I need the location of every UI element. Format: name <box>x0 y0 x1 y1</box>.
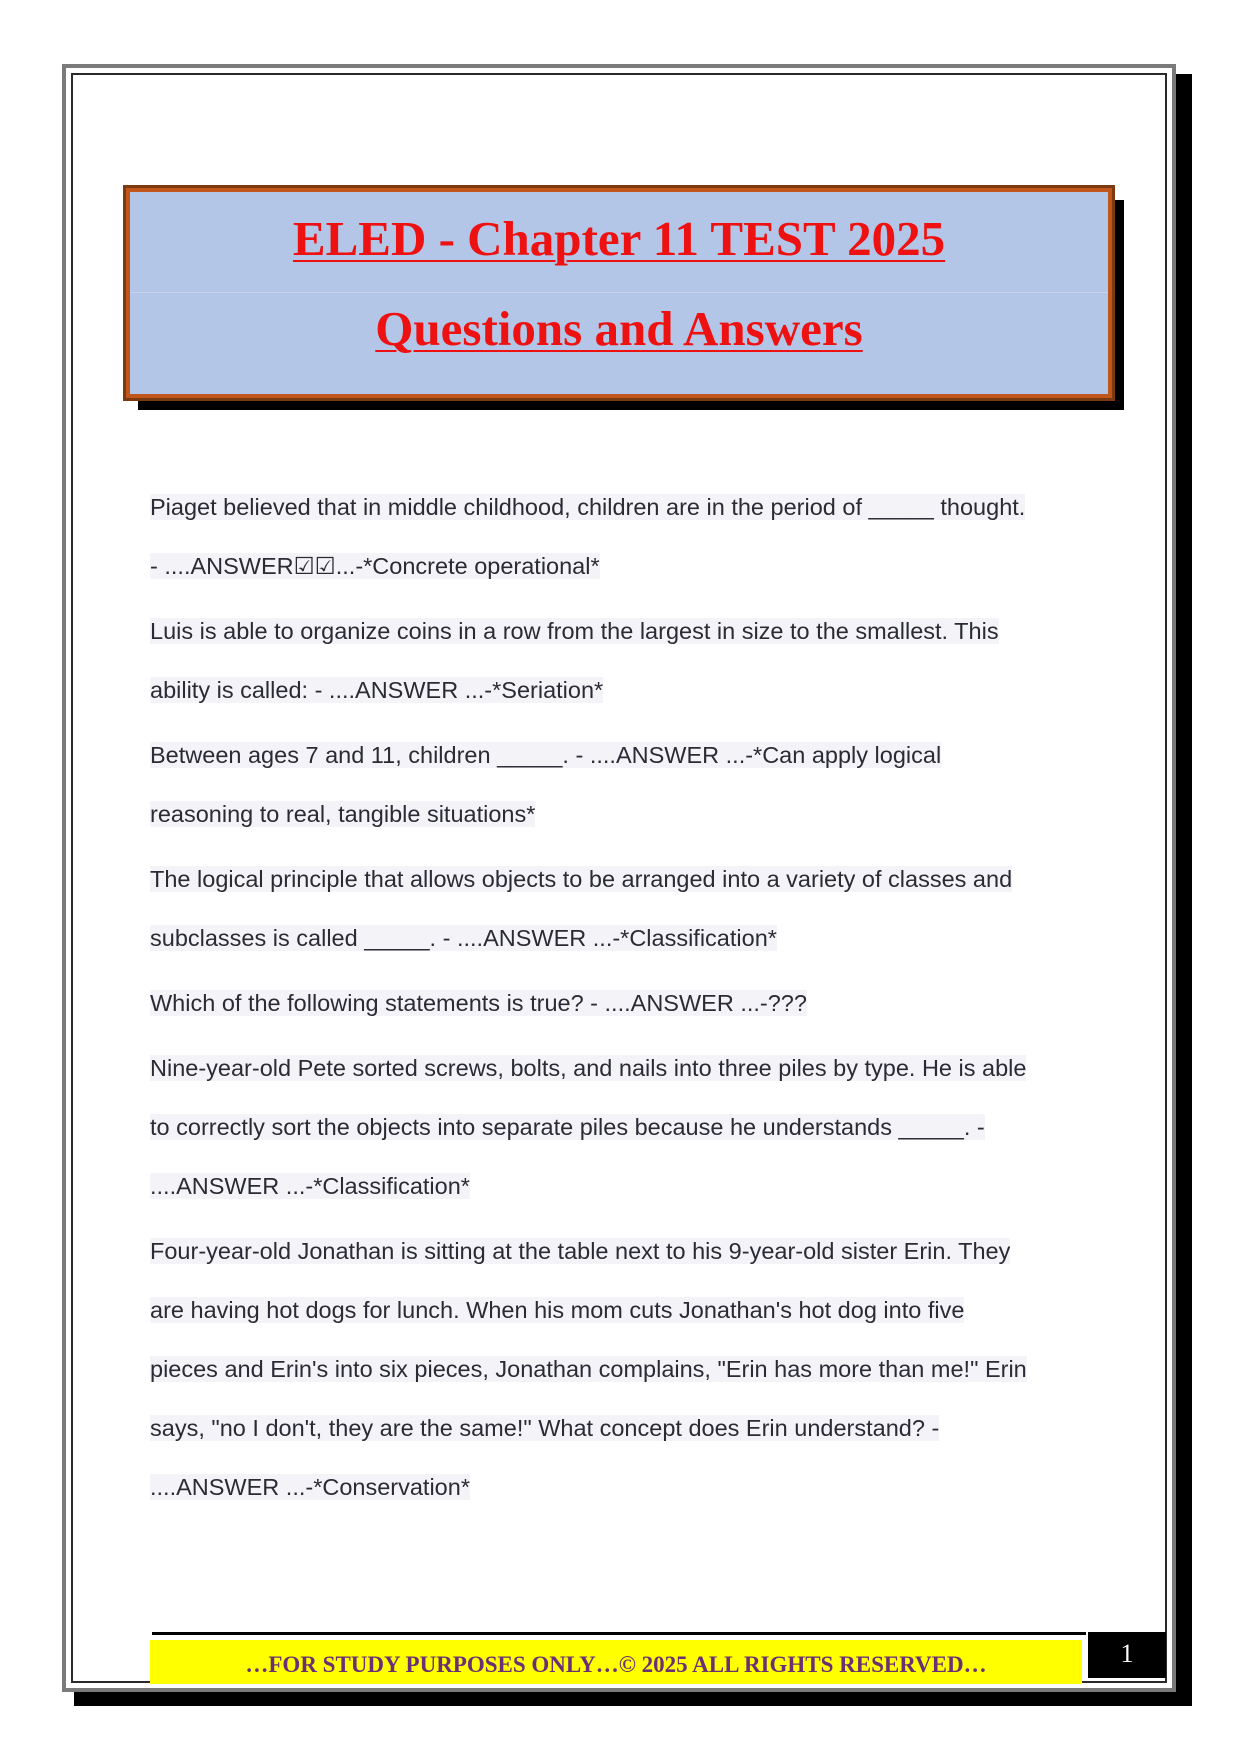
qa-line: subclasses is called _____. - ....ANSWER ...-*Classification* <box>150 925 777 951</box>
qa-item <box>150 974 1090 1033</box>
title-box <box>126 188 1112 398</box>
qa-line: Luis is able to organize coins in a row from the largest in size to the smallest. This <box>150 618 999 644</box>
qa-line: Between ages 7 and 11, children _____. - ....ANSWER ...-*Can apply logical <box>150 742 942 768</box>
qa-item <box>150 726 1090 844</box>
qa-line: reasoning to real, tangible situations* <box>150 801 536 827</box>
qa-item <box>150 1222 1090 1517</box>
qa-line: - ....ANSWER☑☑...-*Concrete operational* <box>150 553 600 579</box>
qa-item <box>150 478 1090 596</box>
qa-line: ....ANSWER ...-*Classification* <box>150 1173 470 1199</box>
qa-line: Four-year-old Jonathan is sitting at the table next to his 9-year-old sister Erin. They <box>150 1238 1011 1264</box>
qa-list <box>150 478 1090 1517</box>
qa-line: Nine-year-old Pete sorted screws, bolts, and nails into three piles by type. He is able <box>150 1055 1027 1081</box>
title-line-1: ELED - Chapter 11 TEST 2025 <box>292 211 946 266</box>
qa-line: ....ANSWER ...-*Conservation* <box>150 1474 470 1500</box>
qa-line: to correctly sort the objects into separate piles because he understands _____. - <box>150 1114 985 1140</box>
footer-rule <box>152 1632 1086 1635</box>
footer-notice: …FOR STUDY PURPOSES ONLY…© 2025 ALL RIGHTS RESERVED… <box>150 1640 1082 1684</box>
page-number: 1 <box>1088 1632 1166 1678</box>
qa-line: says, "no I don't, they are the same!" What concept does Erin understand? - <box>150 1415 940 1441</box>
qa-line: pieces and Erin's into six pieces, Jonathan complains, "Erin has more than me!" Erin <box>150 1356 1027 1382</box>
qa-item <box>150 1039 1090 1216</box>
qa-line: Piaget believed that in middle childhood, children are in the period of _____ thought. <box>150 494 1026 520</box>
qa-line: ability is called: - ....ANSWER ...-*Seriation* <box>150 677 604 703</box>
qa-line: The logical principle that allows objects to be arranged into a variety of classes and <box>150 866 1013 892</box>
qa-line: are having hot dogs for lunch. When his mom cuts Jonathan's hot dog into five <box>150 1297 965 1323</box>
qa-line: Which of the following statements is true? - ....ANSWER ...-??? <box>150 990 807 1016</box>
qa-item <box>150 850 1090 968</box>
title-separator <box>130 292 1108 293</box>
title-line-2: Questions and Answers <box>375 301 863 356</box>
qa-item <box>150 602 1090 720</box>
